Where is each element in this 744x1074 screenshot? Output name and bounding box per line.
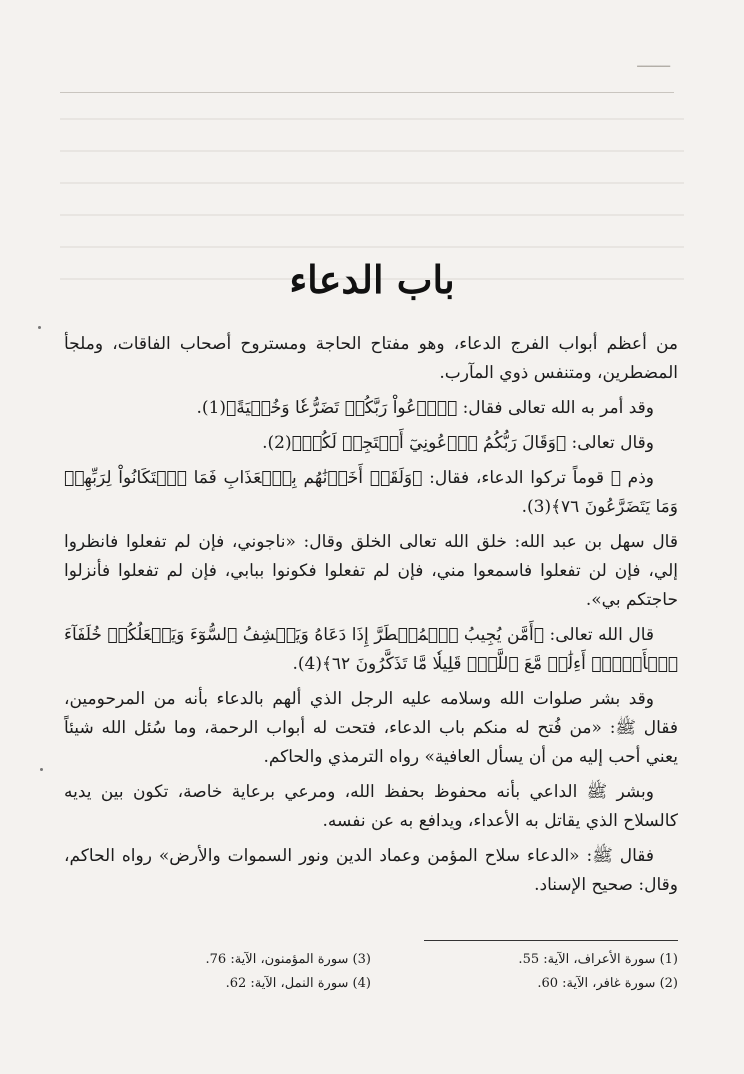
footnote-3: (3) سورة المؤمنون، الآية: 76. xyxy=(205,952,371,967)
footnote-2: (2) سورة غافر، الآية: 60. xyxy=(537,976,678,991)
footnote-4: (4) سورة النمل، الآية: 62. xyxy=(225,976,371,991)
margin-speck xyxy=(40,768,43,771)
header-rule xyxy=(60,92,674,93)
page-title: باب الدعاء xyxy=(289,257,455,303)
paragraph-6: قال الله تعالى: ﴿أَمَّن يُجِيبُ ٱلۡمُضۡطَرَّ إِذَا دَعَاهُ وَيَكۡشِفُ ٱلسُّوٓءَ وَيَجۡعَلُكُمۡ خُلَفَآءَ ٱلۡأَرۡضِۗ أَءِلَٰهٞ مَّعَ ٱللَّهِۚ قَلِيلٗا مَّا تَذَكَّرُونَ ٦٢﴾(4). xyxy=(64,625,678,674)
paragraph-1: من أعظم أبواب الفرج الدعاء، وهو مفتاح الحاجة ومستروح أصحاب الفاقات، وملجأ المضطرين، ومتنفس ذوي المآرب. xyxy=(64,334,678,383)
margin-speck xyxy=(38,326,41,329)
paragraph-3: وقال تعالى: ﴿وَقَالَ رَبُّكُمُ ٱدۡعُونِيٓ أَسۡتَجِبۡ لَكُمۡ﴾(2). xyxy=(262,433,654,453)
paragraph-8: وبشر ﷺ الداعي بأنه محفوظ بحفظ الله، ومرعي برعاية خاصة، تكون بين يديه كالسلاح الذي يقاتل به الأعداء، ويدافع به عن نفسه. xyxy=(64,782,678,831)
footnotes xyxy=(64,948,678,996)
header-bleed-text: ـــــــ xyxy=(637,52,670,71)
body-text xyxy=(64,330,678,906)
paragraph-7: وقد بشر صلوات الله وسلامه عليه الرجل الذي ألهم بالدعاء بأنه من المرحومين، فقال ﷺ: «من فُتح له منكم باب الدعاء، فتحت له أبواب الرحمة، وما سُئل الله شيئاً يعني أحب إليه من أن يسأل العافية» رواه الترمذي والحاكم. xyxy=(64,689,678,767)
paragraph-4: وذم ﷺ قوماً تركوا الدعاء، فقال: ﴿وَلَقَدۡ أَخَذۡنَٰهُم بِٱلۡعَذَابِ فَمَا ٱسۡتَكَانُواْ لِرَبِّهِمۡ وَمَا يَتَضَرَّعُونَ ٧٦﴾(3). xyxy=(64,468,678,517)
footnote-1: (1) سورة الأعراف، الآية: 55. xyxy=(518,952,678,967)
paragraph-2: وقد أمر به الله تعالى فقال: ﴿ٱدۡعُواْ رَبَّكُمۡ تَضَرُّعٗا وَخُفۡيَةً﴾(1). xyxy=(196,398,654,418)
paragraph-9: فقال ﷺ: «الدعاء سلاح المؤمن وعماد الدين ونور السموات والأرض» رواه الحاكم، وقال: صحيح الإسناد. xyxy=(64,846,678,895)
footnote-rule xyxy=(424,940,678,941)
paragraph-5: قال سهل بن عبد الله: خلق الله تعالى الخلق وقال: «ناجوني، فإن لم تفعلوا فانظروا إلي، فإن لن تفعلوا فاسمعوا مني، فإن لم تفعلوا فكونوا ببابي، فإن لم تفعلوا فأنزلوا حاجتكم بي». xyxy=(64,532,678,610)
